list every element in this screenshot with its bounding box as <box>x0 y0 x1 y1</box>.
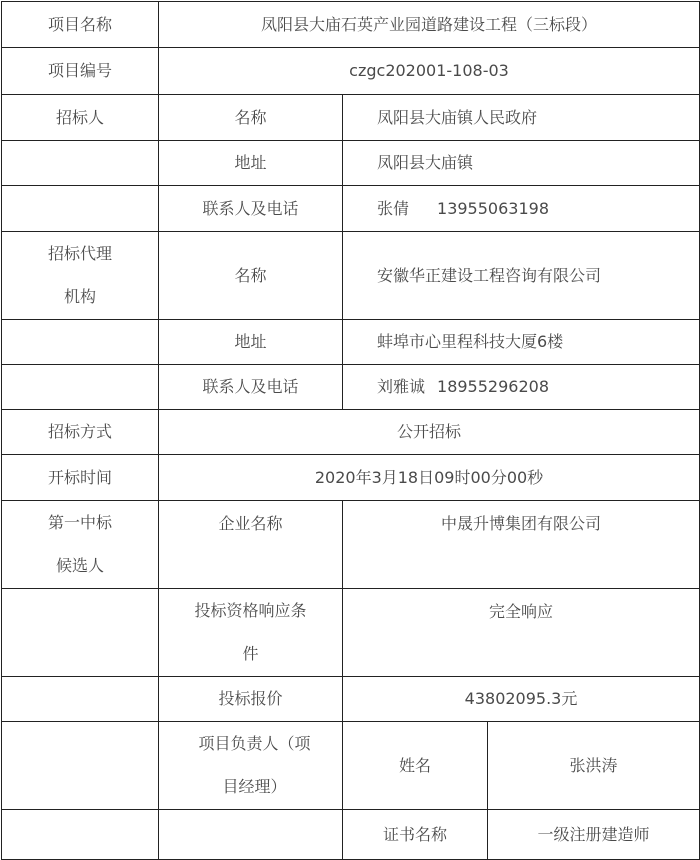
certificate-value: 一级注册建造师 <box>488 810 700 860</box>
candidate-company-value: 中晟升博集团有限公司 <box>343 501 700 589</box>
bid-method-value: 公开招标 <box>159 410 700 455</box>
row-bid-method <box>2 410 700 455</box>
row-tenderer-name <box>2 95 700 141</box>
agency-contact-label: 联系人及电话 <box>159 365 343 410</box>
project-number-value: czgc202001-108-03 <box>159 48 700 95</box>
row-candidate-bid-price <box>2 677 700 722</box>
row-tenderer-address <box>2 141 700 186</box>
row-project-name <box>2 2 700 48</box>
agency-address-value: 蚌埠市心里程科技大厦6楼 <box>343 320 700 365</box>
certificate-label: 证书名称 <box>343 810 488 860</box>
first-candidate-label: 第一中标候选人 <box>2 501 159 589</box>
agency-name-value: 安徽华正建设工程咨询有限公司 <box>343 232 700 320</box>
candidate-company-label: 企业名称 <box>159 501 343 589</box>
bid-opening-time-label: 开标时间 <box>2 455 159 501</box>
tenderer-contact-phone: 13955063198 <box>437 198 549 218</box>
tenderer-name-value: 凤阳县大庙镇人民政府 <box>343 95 700 141</box>
row-bid-opening-time <box>2 455 700 501</box>
row-tenderer-contact <box>2 186 700 232</box>
empty-cell <box>2 320 159 365</box>
manager-name-value: 张洪涛 <box>488 722 700 810</box>
agency-address-label: 地址 <box>159 320 343 365</box>
bid-opening-time-value: 2020年3月18日09时00分00秒 <box>159 455 700 501</box>
empty-cell <box>2 141 159 186</box>
empty-cell <box>2 186 159 232</box>
row-agency-address <box>2 320 700 365</box>
tenderer-address-value: 凤阳县大庙镇 <box>343 141 700 186</box>
agency-contact-name: 刘雅诚 <box>377 377 426 396</box>
tenderer-address-label: 地址 <box>159 141 343 186</box>
row-candidate-qualification <box>2 589 700 677</box>
bid-method-label: 招标方式 <box>2 410 159 455</box>
project-name-value: 凤阳县大庙石英产业园道路建设工程（三标段） <box>159 2 700 48</box>
agency-label: 招标代理机构 <box>2 232 159 320</box>
empty-cell <box>2 365 159 410</box>
tenderer-label: 招标人 <box>2 95 159 141</box>
candidate-qualification-label: 投标资格响应条件 <box>159 589 343 677</box>
candidate-bid-price-value: 43802095.3元 <box>343 677 700 722</box>
agency-contact-value <box>343 365 700 410</box>
empty-cell <box>2 589 159 677</box>
row-candidate-certificate <box>2 810 700 860</box>
row-agency-name <box>2 232 700 320</box>
row-candidate-company <box>2 501 700 589</box>
empty-cell <box>2 722 159 810</box>
row-project-number <box>2 48 700 95</box>
candidate-manager-label: 项目负责人（项目经理） <box>159 722 343 810</box>
tenderer-contact-name: 张倩 <box>377 198 410 218</box>
project-number-label: 项目编号 <box>2 48 159 95</box>
empty-cell <box>2 810 159 860</box>
row-agency-contact <box>2 365 700 410</box>
agency-contact-phone: 18955296208 <box>437 377 549 396</box>
row-candidate-manager <box>2 722 700 810</box>
candidate-qualification-value: 完全响应 <box>343 589 700 677</box>
empty-cell <box>159 810 343 860</box>
tenderer-contact-value <box>343 186 700 232</box>
empty-cell <box>2 677 159 722</box>
tenderer-contact-label: 联系人及电话 <box>159 186 343 232</box>
bid-info-table <box>1 1 700 860</box>
tenderer-name-label: 名称 <box>159 95 343 141</box>
project-name-label: 项目名称 <box>2 2 159 48</box>
agency-name-label: 名称 <box>159 232 343 320</box>
manager-name-label: 姓名 <box>343 722 488 810</box>
candidate-bid-price-label: 投标报价 <box>159 677 343 722</box>
